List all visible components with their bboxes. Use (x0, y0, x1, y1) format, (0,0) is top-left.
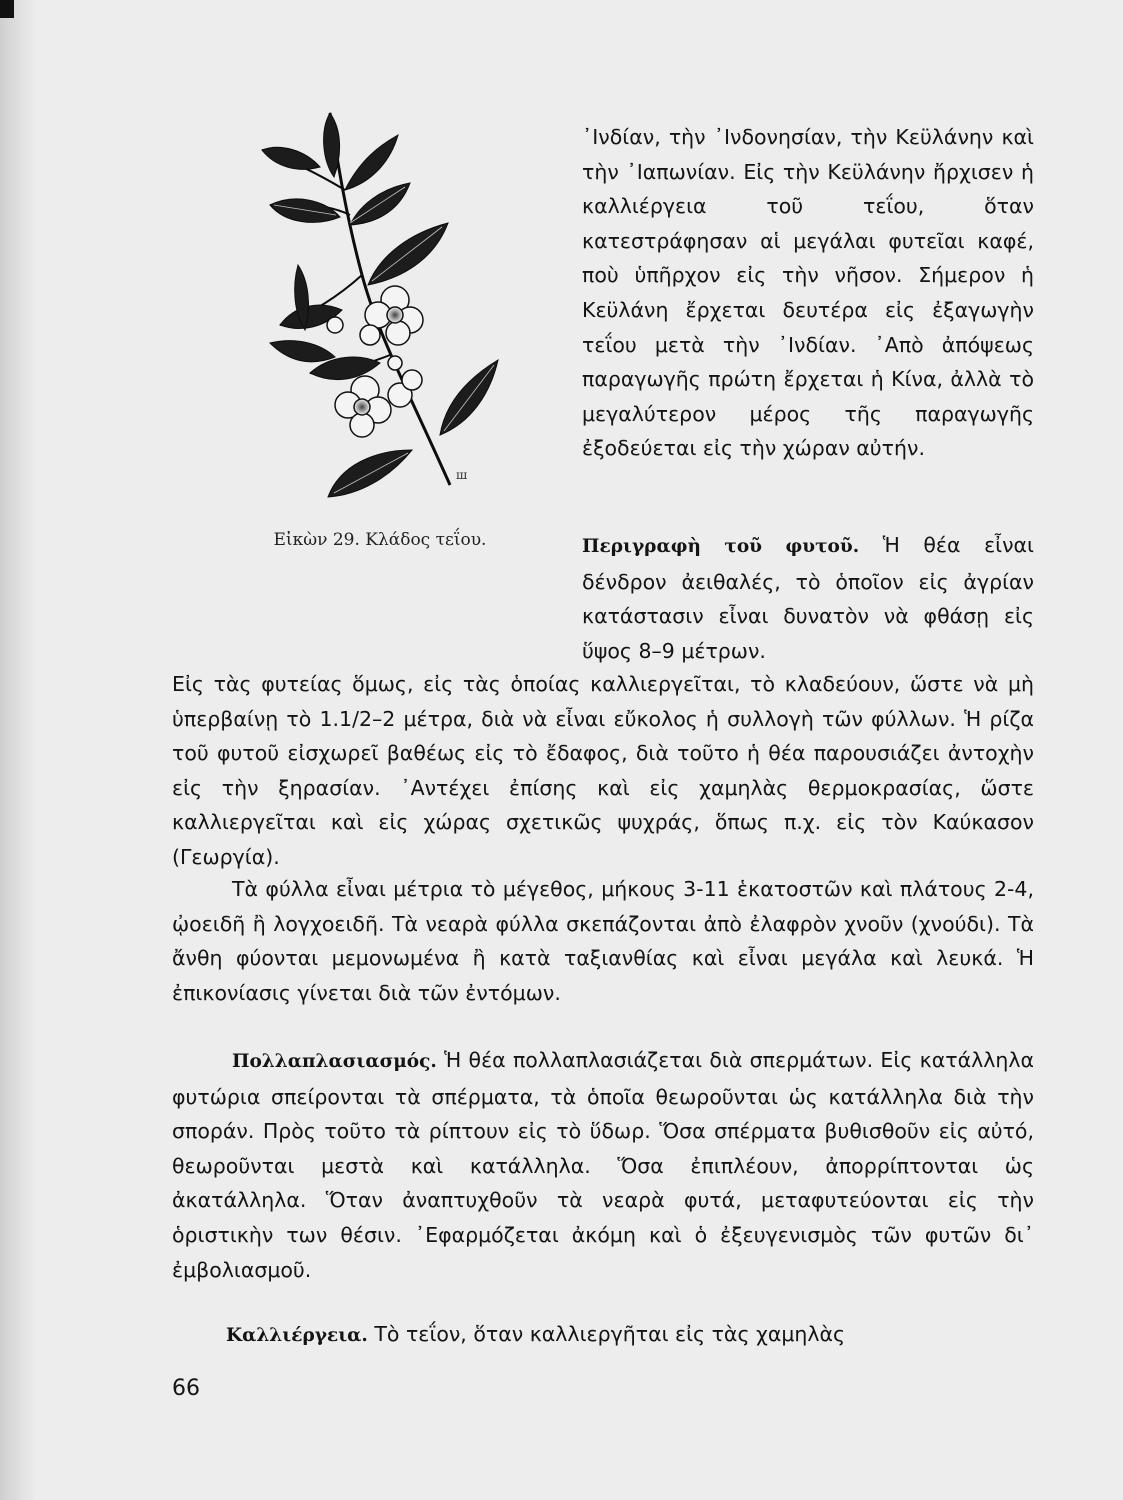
paragraph-text: Ἡ θέα εἶναι δένδρον ἀειθαλές, τὸ ὁποῖον εἰς ἀγρίαν κατάστασιν εἶναι δυνατὸν νὰ φθάσῃ εἰς ὕψος 8–9 μέτρων. (582, 533, 1034, 663)
paragraph-text: Τὸ τεΐον, ὅταν καλλιεργῆται εἰς τὰς χαμηλὰς (367, 1322, 846, 1346)
section-heading-cultivation: Καλλιέργεια. (226, 1325, 368, 1346)
section-heading-description: Περιγραφὴ τοῦ φυτοῦ. (582, 536, 860, 557)
paragraph-text: Ἡ θέα πολλαπλασιάζεται διὰ σπερμάτων. Εἰς κατάλληλα φυτώρια σπείρονται τὰ σπέρματα, τὰ ὁποῖα θεωροῦνται ὡς κατάλληλα διὰ τὴν σποράν. Πρὸς τοῦτο τὰ ρίπτουν εἰς τὸ ὕδωρ. Ὅσα σπέρματα βυθισθοῦν εἰς αὐτό, θεωροῦνται μεστὰ καὶ κατάλληλα. Ὅσα ἐπιπλέουν, ἀπορρίπτονται ὡς ἀκατάλληλα. Ὅταν ἀναπτυχθοῦν τὰ νεαρὰ φυτά, μεταφυτεύονται εἰς τὴν ὁριστικὴν των θέσιν. ᾿Εφαρμόζεται ἀκόμη καὶ ὁ ἐξευγενισμὸς τῶν φυτῶν δι᾿ ἐμβολιασμοῦ. (172, 1048, 1034, 1282)
illustrator-mark: ш (456, 468, 468, 482)
scan-corner-mark (0, 0, 14, 18)
paragraph-text: Εἰς τὰς φυτείας ὅμως, εἰς τὰς ὁποίας καλλιεργεῖται, τὸ κλαδεύουν, ὥστε νὰ μὴ ὑπερβαίνῃ τὸ 1.1/2–2 μέτρα, διὰ νὰ εἶναι εὔκολος ἡ συλλογὴ τῶν φύλλων. Ἡ ρίζα τοῦ φυτοῦ εἰσχωρεῖ βαθέως εἰς τὸ ἔδαφος, διὰ τοῦτο ἡ θέα παρουσιάζει ἀντοχὴν εἰς τὴν ξηρασίαν. ᾿Αντέχει ἐπίσης καὶ εἰς χαμηλὰς θερμοκρασίας, ὥστε καλλιεργεῖται καὶ εἰς χώρας σχετικῶς ψυχράς, ὅπως π.χ. εἰς τὸν Καύκασον (Γεωργία). (172, 672, 1034, 869)
figure-caption: Εἰκὼν 29. Κλάδος τεΐου. (273, 530, 487, 550)
paragraph-leaves (172, 872, 1034, 1010)
paragraph-cultivation-text (172, 1317, 1034, 1354)
paragraph-cultivation (172, 1317, 1034, 1354)
paragraph-description-column (582, 528, 1034, 668)
page-gutter (0, 0, 34, 1500)
paragraph-propagation (172, 1043, 1034, 1287)
paragraph-text: Τὰ φύλλα εἶναι μέτρια τὸ μέγεθος, μήκους 3-11 ἑκατοστῶν καὶ πλάτους 2-4, ᾠοειδῆ ἢ λογχοειδῆ. Τὰ νεαρὰ φύλλα σκεπάζονται ἀπὸ ἐλαφρὸν χνοῦν (χνούδι). Τὰ ἄνθη φύονται μεμονωμένα ἢ κατὰ ταξιανθίας καὶ εἶναι μεγάλα καὶ λευκά. Ἡ ἐπικονίασις γίνεται διὰ τῶν ἐντόμων. (172, 877, 1034, 1005)
page-number: 66 (172, 1376, 200, 1401)
paragraph-text: ᾿Ινδίαν, τὴν ᾿Ινδονησίαν, τὴν Κεϋλάνην καὶ τὴν ᾿Ιαπωνίαν. Εἰς τὴν Κεϋλάνην ἤρχισεν ἡ καλλιέργεια τοῦ τεΐου, ὅταν κατεστράφησαν αἱ μεγάλαι φυτεῖαι καφέ, ποὺ ὑπῆρχον εἰς τὴν νῆσον. Σήμερον ἡ Κεϋλάνη ἔρχεται δευτέρα εἰς ἐξαγωγὴν τεΐου μετὰ τὴν ᾿Ινδίαν. ᾿Απὸ ἀπόψεως παραγωγῆς πρώτη ἔρχεται ἡ Κίνα, ἀλλὰ τὸ μεγαλύτερον μέρος τῆς παραγωγῆς ἐξοδεύεται εἰς τὴν χώραν αὐτήν. (582, 125, 1034, 461)
paragraph-description-full (172, 667, 1034, 875)
section-heading-propagation: Πολλαπλασιασμός. (232, 1051, 437, 1072)
paragraph-description-start (582, 528, 1034, 668)
paragraph-propagation-text (172, 1043, 1034, 1287)
paragraph-intro-column (582, 120, 1034, 466)
tea-branch-illustration (250, 105, 510, 505)
